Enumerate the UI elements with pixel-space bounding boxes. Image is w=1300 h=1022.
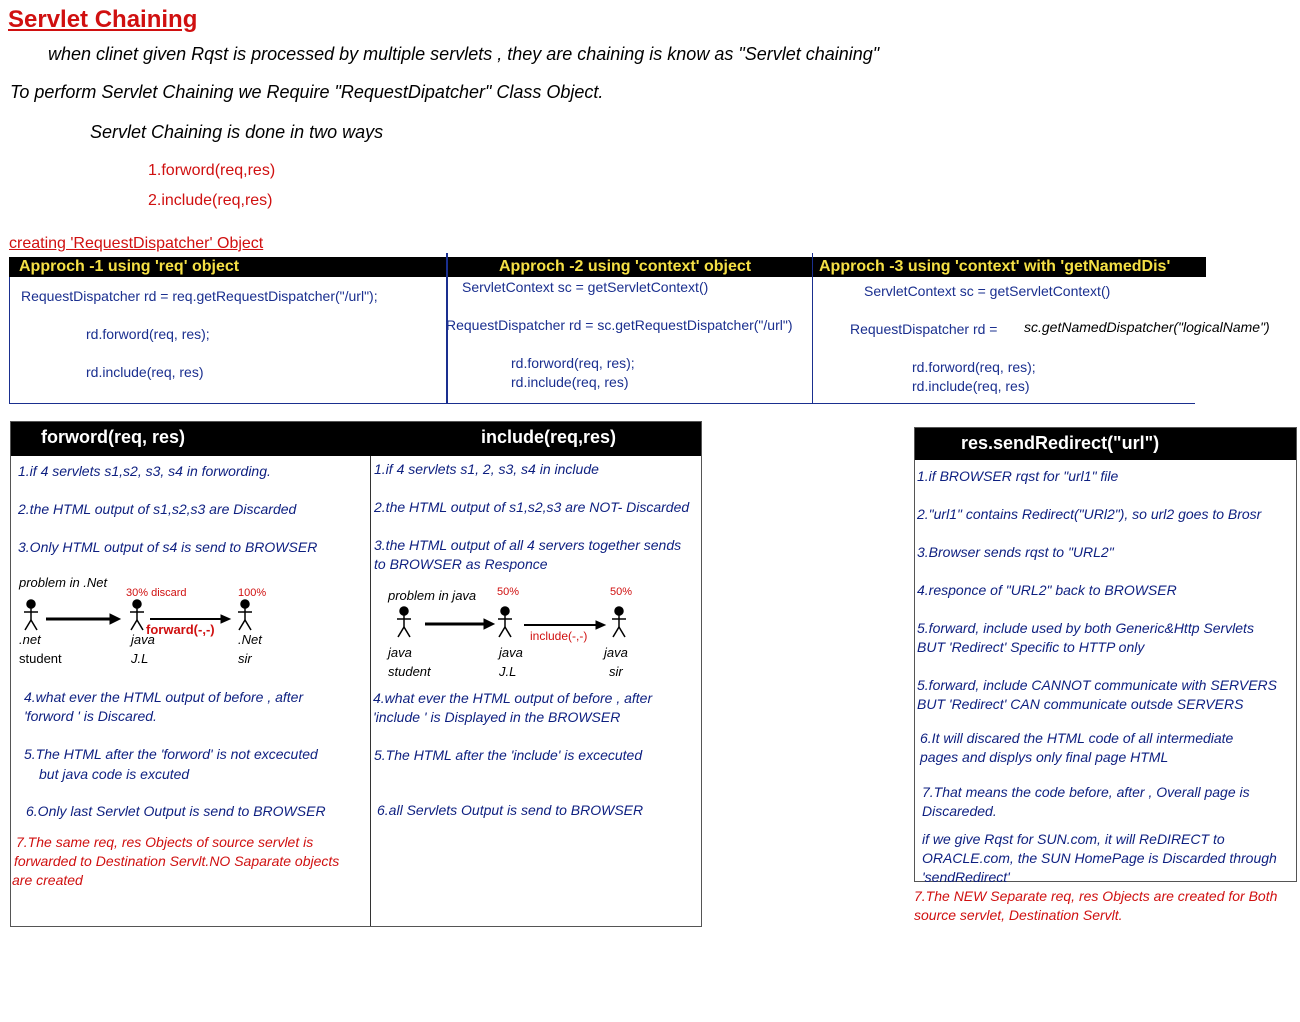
redirect-point: 'sendRedirect': [922, 869, 1010, 885]
person-icon: [27, 600, 35, 608]
requirement-text: To perform Servlet Chaining we Require "RequestDipatcher" Class Object.: [10, 82, 604, 102]
forward-point: 1.if 4 servlets s1,s2, s3, s4 in forwording.: [18, 463, 271, 479]
forward-percent-label: 100%: [238, 587, 267, 599]
redirect-point: 6.It will discared the HTML code of all intermediate: [920, 730, 1234, 746]
redirect-header: res.sendRedirect("url"): [961, 433, 1160, 453]
forward-person-2-line2: J.L: [131, 651, 149, 666]
way-forword: 1.forword(req,res): [148, 162, 276, 179]
definition-text: when clinet given Rqst is processed by multiple servlets , they are chaining is know as "Servlet chaining": [48, 44, 880, 64]
redirect-point: 5.forward, include CANNOT communicate with SERVERS: [917, 677, 1277, 693]
forward-person-3-line1: .Net: [238, 632, 262, 647]
approach-2-line: RequestDispatcher rd = sc.getRequestDispatcher("/url"): [446, 317, 793, 333]
forward-header: forword(req, res): [41, 427, 186, 447]
redirect-point: 4.responce of "URL2" back to BROWSER: [917, 582, 1177, 598]
include-percent-2: 50%: [610, 586, 633, 598]
forward-person-3-line2: sir: [238, 651, 252, 666]
approach-3-line: ServletContext sc = getServletContext(): [864, 283, 1111, 299]
approach-3-line: RequestDispatcher rd =: [850, 321, 998, 337]
include-point: 3.the HTML output of all 4 servers together sends: [374, 537, 682, 553]
person-icon: [241, 600, 249, 608]
person-icon: [133, 600, 141, 608]
forward-point: 'forword ' is Discared.: [24, 708, 157, 724]
forward-point: 2.the HTML output of s1,s2,s3 are Discarded: [18, 501, 297, 517]
include-point: 'include ' is Displayed in the BROWSER: [373, 709, 621, 725]
forward-person-1-line1: .net: [19, 632, 41, 647]
redirect-point: BUT 'Redirect' CAN communicate outsde SERVERS: [917, 696, 1244, 712]
include-point: 5.The HTML after the 'include' is excecuted: [374, 747, 643, 763]
include-point: 6.all Servlets Output is send to BROWSER: [377, 802, 644, 818]
include-header: include(req,res): [481, 427, 617, 447]
approach-3-line: rd.include(req, res): [912, 378, 1030, 394]
redirect-point: 7.That means the code before, after , Overall page is: [922, 784, 1250, 800]
creating-heading: creating 'RequestDispatcher' Object: [9, 235, 264, 252]
person-icon: [400, 607, 408, 615]
approach-1-line: rd.include(req, res): [86, 364, 204, 380]
redirect-point: ORACLE.com, the SUN HomePage is Discarded through: [922, 850, 1277, 866]
approach-3-header: Approch -3 using 'context' with 'getNamedDis': [819, 258, 1171, 275]
approach-1-line: rd.forword(req, res);: [86, 326, 210, 342]
include-point: 2.the HTML output of s1,s2,s3 are NOT- Discarded: [374, 499, 690, 515]
page-title: Servlet Chaining: [8, 6, 198, 33]
forward-point: forwarded to Destination Servlt.NO Saparate objects: [14, 853, 340, 869]
include-point: 1.if 4 servlets s1, 2, s3, s4 in include: [374, 461, 599, 477]
approach-1-line: RequestDispatcher rd = req.getRequestDispatcher("/url");: [21, 288, 378, 304]
include-person-2-line2: J.L: [499, 664, 517, 679]
forward-person-2-line1: java: [131, 632, 155, 647]
forward-point: 5.The HTML after the 'forword' is not excecuted: [24, 746, 318, 762]
redirect-point: 1.if BROWSER rqst for "url1" file: [917, 468, 1119, 484]
redirect-point: pages and displys only final page HTML: [920, 749, 1169, 765]
forward-arrow-label: forward(-,-): [146, 622, 215, 637]
include-person-3-line2: sir: [609, 664, 623, 679]
approach-2-line: rd.forword(req, res);: [511, 355, 635, 371]
forward-person-1-line2: student: [19, 651, 62, 666]
include-person-2-line1: java: [499, 645, 523, 660]
include-person-1-line2: student: [388, 664, 431, 679]
include-point: to BROWSER as Responce: [374, 556, 548, 572]
forward-discard-label: 30% discard: [126, 587, 187, 599]
approach-1-header: Approch -1 using 'req' object: [19, 258, 240, 275]
forward-point: 4.what ever the HTML output of before , after: [24, 689, 304, 705]
forward-point: 7.The same req, res Objects of source servlet is: [16, 834, 314, 850]
way-include: 2.include(req,res): [148, 192, 273, 209]
redirect-point: source servlet, Destination Servlt.: [914, 907, 1123, 923]
approach-2-header: Approch -2 using 'context' object: [499, 258, 752, 275]
approach-2-line: rd.include(req, res): [511, 374, 629, 390]
approach-2-line: ServletContext sc = getServletContext(): [462, 279, 709, 295]
redirect-point: Discareded.: [922, 803, 997, 819]
forward-point: 3.Only HTML output of s4 is send to BROWSER: [18, 539, 318, 555]
approach-3-line: sc.getNamedDispatcher("logicalName"): [1024, 319, 1270, 335]
forward-point: are created: [12, 872, 83, 888]
redirect-point: if we give Rqst for SUN.com, it will ReDIRECT to: [922, 831, 1225, 847]
redirect-point: 7.The NEW Separate req, res Objects are created for Both: [914, 888, 1278, 904]
redirect-point: 2."url1" contains Redirect("URl2"), so url2 goes to Brosr: [917, 506, 1262, 522]
forward-problem-label: problem in .Net: [19, 575, 108, 590]
redirect-point: 3.Browser sends rqst to "URL2": [917, 544, 1114, 560]
ways-heading: Servlet Chaining is done in two ways: [90, 122, 384, 142]
redirect-point: 5.forward, include used by both Generic&Http Servlets: [917, 620, 1254, 636]
include-problem-label: problem in java: [388, 588, 477, 603]
redirect-point: BUT 'Redirect' Specific to HTTP only: [917, 639, 1145, 655]
include-arrow-label: include(-,-): [530, 629, 588, 643]
forward-point: but java code is excuted: [39, 766, 190, 782]
include-point: 4.what ever the HTML output of before , after: [373, 690, 653, 706]
forward-point: 6.Only last Servlet Output is send to BROWSER: [26, 803, 326, 819]
include-person-3-line1: java: [604, 645, 628, 660]
include-percent-1: 50%: [497, 586, 520, 598]
approach-3-line: rd.forword(req, res);: [912, 359, 1036, 375]
person-icon: [501, 607, 509, 615]
person-icon: [615, 607, 623, 615]
include-person-1-line1: java: [388, 645, 412, 660]
